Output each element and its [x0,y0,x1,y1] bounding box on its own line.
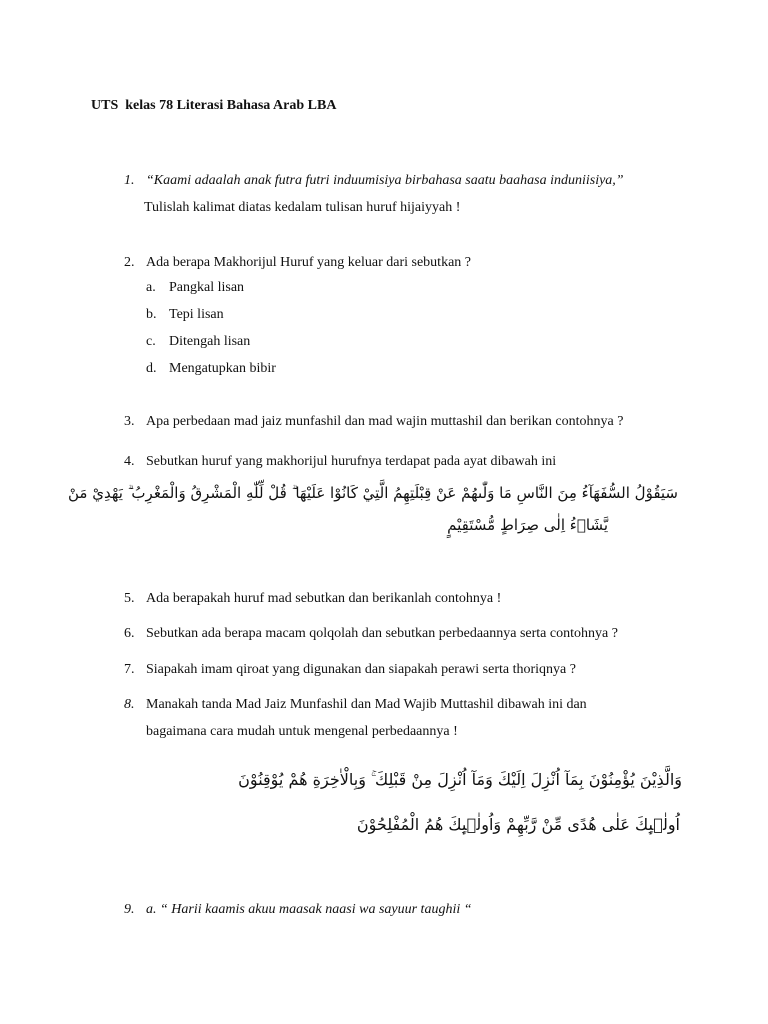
question-number: 7. [124,662,135,677]
question-number: 4. [124,454,135,469]
question-text-line-2: bagaimana cara mudah untuk mengenal perbedaannya ! [146,724,458,739]
option-text: Mengatupkan bibir [169,361,276,376]
question-text: Apa perbedaan mad jaiz munfashil dan mad wajin muttashil dan berikan contohnya ? [146,414,624,429]
question-number: 5. [124,591,135,606]
arabic-verse-line-2: يَّشَاۤءُ اِلٰى صِرَاطٍ مُّسْتَقِيْمٍ [447,516,608,534]
question-number: 3. [124,414,135,429]
question-number: 9. [124,902,135,917]
option-text: Pangkal lisan [169,280,245,295]
page-title: UTS kelas 78 Literasi Bahasa Arab LBA [91,98,337,113]
option-letter: b. [146,307,157,322]
question-text: a. “ Harii kaamis akuu maasak naasi wa sayuur taughii “ [146,902,472,917]
question-text: Ada berapakah huruf mad sebutkan dan berikanlah contohnya ! [146,591,502,606]
question-text: “Kaami adaalah anak futra futri induumisiya birbahasa saatu baahasa induniisiya,” [146,173,624,188]
question-text: Sebutkan ada berapa macam qolqolah dan sebutkan perbedaannya serta contohnya ? [146,626,618,641]
option-text: Ditengah lisan [169,334,251,349]
arabic-verse-line-2: اُولٰۤىِٕكَ عَلٰى هُدًى مِّنْ رَّبِّهِمْ وَاُولٰۤىِٕكَ هُمُ الْمُفْلِحُوْنَ [356,815,680,834]
option-letter: a. [146,280,156,295]
option-letter: c. [146,334,156,349]
option-text: Tepi lisan [169,307,224,322]
option-letter: d. [146,361,157,376]
arabic-verse-line-1: وَالَّذِيْنَ يُؤْمِنُوْنَ بِمَآ اُنْزِلَ اِلَيْكَ وَمَآ اُنْزِلَ مِنْ قَبْلِكَ ۚ وَبِالْاٰخِرَةِ هُمْ يُوْقِنُوْنَ [238,770,682,789]
question-text: Ada berapa Makhorijul Huruf yang keluar dari sebutkan ? [146,255,471,270]
question-number: 6. [124,626,135,641]
question-instruction: Tulislah kalimat diatas kedalam tulisan huruf hijaiyyah ! [144,200,461,215]
arabic-verse-line-1: سَيَقُوْلُ السُّفَهَآءُ مِنَ النَّاسِ مَا وَلّٰىهُمْ عَنْ قِبْلَتِهِمُ الَّتِيْ كَانُوْا عَلَيْهَا ۗ قُلْ لِّلّٰهِ الْمَشْرِقُ وَالْمَغْرِبُ ۗ يَهْدِيْ مَنْ [67,484,678,502]
question-text: Manakah tanda Mad Jaiz Munfashil dan Mad Wajib Muttashil dibawah ini dan [146,697,587,712]
question-number: 1. [124,173,135,188]
question-text: Siapakah imam qiroat yang digunakan dan siapakah perawi serta thoriqnya ? [146,662,576,677]
question-number: 8. [124,697,135,712]
question-number: 2. [124,255,135,270]
question-text: Sebutkan huruf yang makhorijul hurufnya terdapat pada ayat dibawah ini [146,454,557,469]
